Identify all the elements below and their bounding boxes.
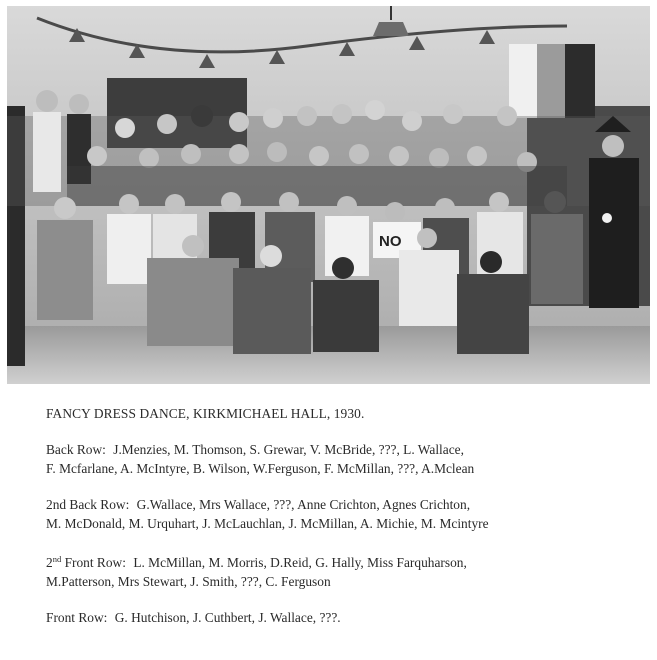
caption-back-row: [46, 440, 646, 478]
caption-front-row-names-1: G. Hutchison, J. Cuthbert, J. Wallace, ???.: [114, 610, 341, 625]
caption-back-row-line-1: [46, 440, 646, 459]
caption-back-row-label: Back Row:: [46, 442, 106, 457]
caption-back-row-names-2: F. Mcfarlane, A. McIntyre, B. Wilson, W.Ferguson, F. McMillan, ???, A.Mclean: [46, 461, 475, 476]
caption-second-front-row: [46, 550, 646, 591]
caption-second-front-row-names-2: M.Patterson, Mrs Stewart, J. Smith, ???, C. Ferguson: [46, 574, 331, 589]
caption-second-back-row: [46, 495, 646, 533]
photo-caption: [46, 404, 646, 644]
caption-second-back-row-line-1: [46, 495, 646, 514]
caption-second-front-row-label-num: 2: [46, 555, 53, 570]
caption-front-row-line-1: [46, 608, 646, 627]
caption-front-row: [46, 608, 646, 627]
caption-back-row-names-1: J.Menzies, M. Thomson, S. Grewar, V. McBride, ???, L. Wallace,: [113, 442, 464, 457]
caption-second-front-row-names-1: L. McMillan, M. Morris, D.Reid, G. Hally, Miss Farquharson,: [133, 555, 467, 570]
caption-second-front-row-label: [46, 555, 126, 570]
caption-second-front-row-line-1: [46, 550, 646, 572]
caption-second-back-row-names-2: M. McDonald, M. Urquhart, J. McLauchlan, J. McMillan, A. Michie, M. Mcintyre: [46, 516, 489, 531]
historic-group-photo: [7, 6, 650, 384]
caption-second-front-row-label-sup: nd: [52, 554, 62, 564]
caption-title: FANCY DRESS DANCE, KIRKMICHAEL HALL, 1930.: [46, 406, 365, 421]
caption-front-row-label: Front Row:: [46, 610, 108, 625]
caption-second-back-row-names-1: G.Wallace, Mrs Wallace, ???, Anne Crichton, Agnes Crichton,: [136, 497, 471, 512]
caption-second-back-row-label: 2nd Back Row:: [46, 497, 130, 512]
photo-illustration: [7, 6, 650, 384]
caption-second-front-row-label-rest: Front Row:: [64, 555, 126, 570]
tricolour-flag: [509, 44, 595, 118]
no-sign-text: NO: [379, 233, 402, 250]
